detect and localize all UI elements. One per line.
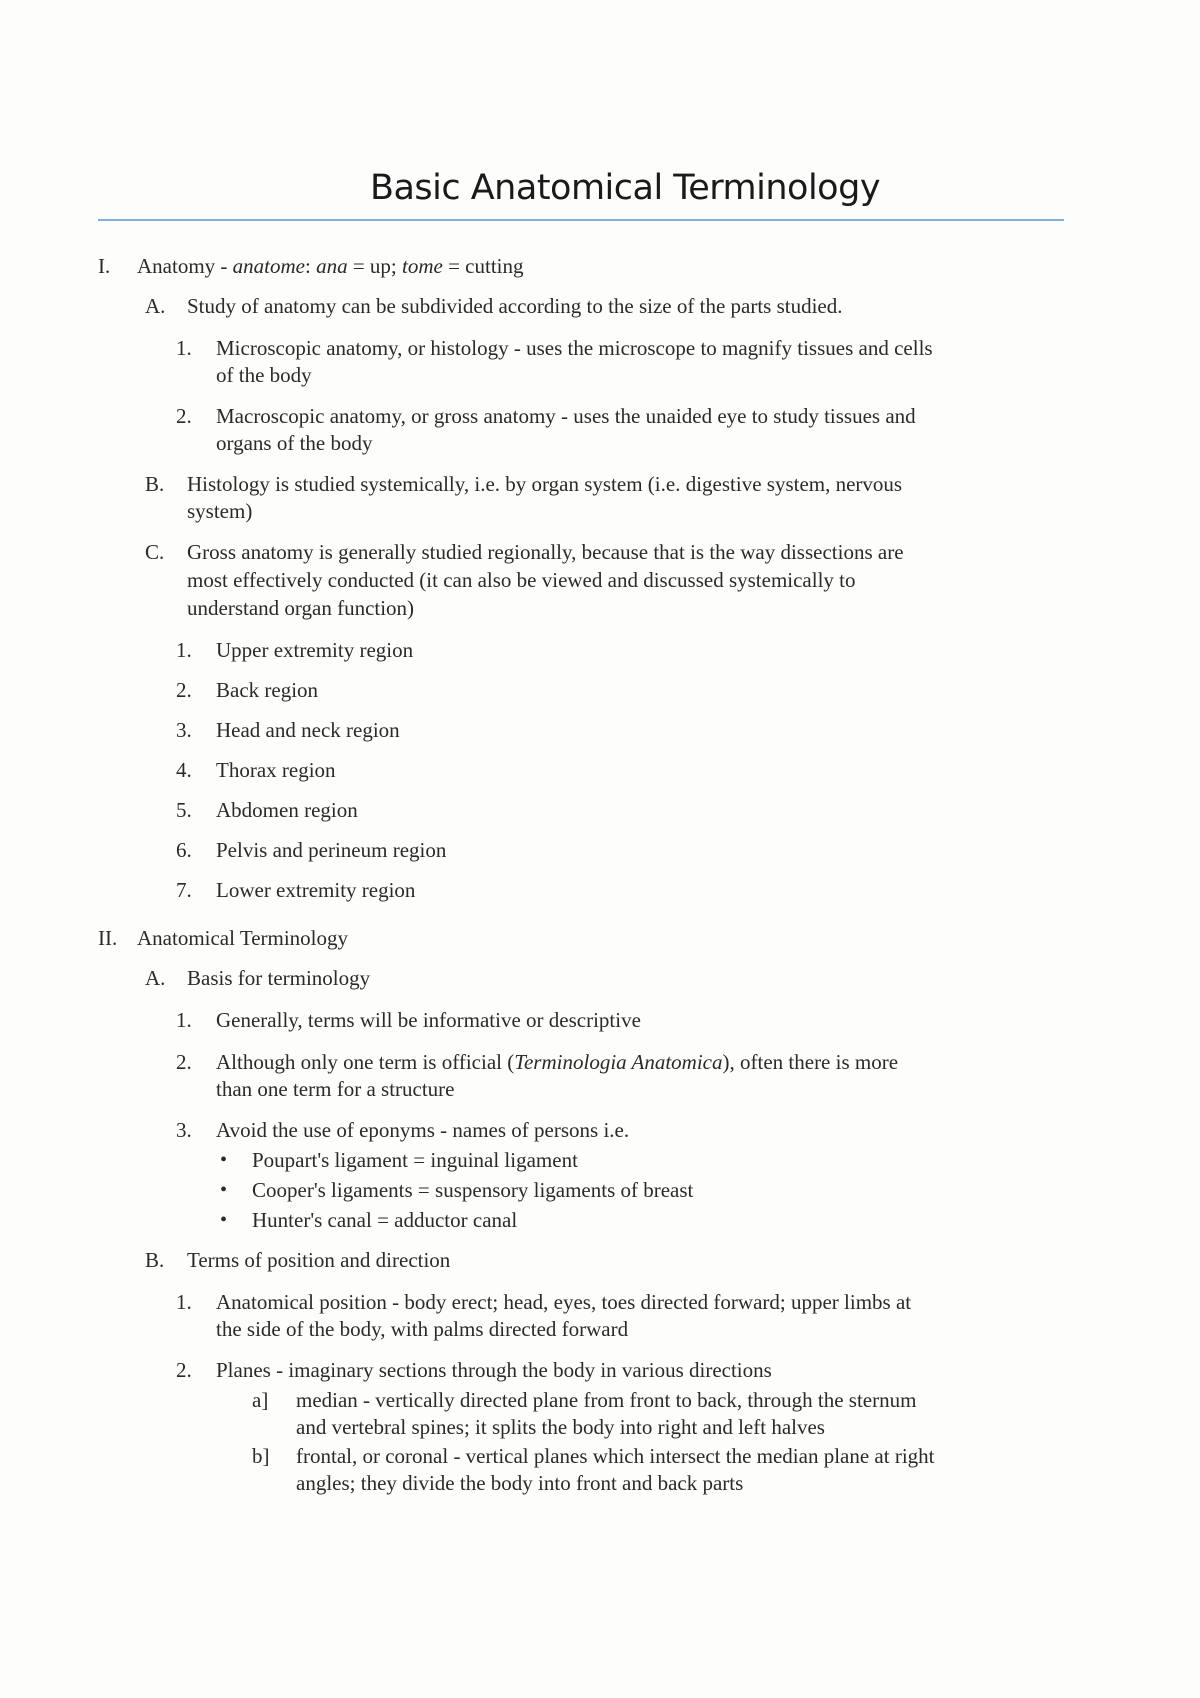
- item-text-line: the side of the body, with palms directed forward: [216, 1317, 629, 1341]
- region-item: Pelvis and perineum region: [216, 838, 447, 862]
- section-2b-text: Terms of position and direction: [187, 1248, 451, 1272]
- item-marker: 3.: [176, 1118, 192, 1142]
- section-2b-marker: B.: [145, 1248, 165, 1272]
- region-marker: 7.: [176, 878, 192, 902]
- item-text-line: Microscopic anatomy, or histology - uses the microscope to magnify tissues and cells: [216, 336, 933, 360]
- item-text-line: of the body: [216, 363, 312, 387]
- section-1-marker: I.: [98, 254, 111, 278]
- item-marker: 2.: [176, 1358, 192, 1382]
- section-1b-marker: B.: [145, 472, 165, 496]
- region-item: Upper extremity region: [216, 638, 414, 662]
- bullet-icon: •: [220, 1179, 228, 1201]
- subitem-text-line: and vertebral spines; it splits the body into right and left halves: [296, 1415, 825, 1439]
- title-underline: [98, 219, 1064, 221]
- item-text-line: Macroscopic anatomy, or gross anatomy - uses the unaided eye to study tissues and: [216, 404, 916, 428]
- subitem-text-line: angles; they divide the body into front and back parts: [296, 1471, 744, 1495]
- eponym-item: Cooper's ligaments = suspensory ligaments of breast: [252, 1178, 694, 1202]
- item-marker: 2.: [176, 1050, 192, 1074]
- region-item: Head and neck region: [216, 718, 400, 742]
- section-1c-marker: C.: [145, 540, 165, 564]
- region-item: Thorax region: [216, 758, 336, 782]
- bullet-icon: •: [220, 1209, 228, 1231]
- section-2-heading: Anatomical Terminology: [137, 926, 349, 950]
- section-2-marker: II.: [98, 926, 118, 950]
- section-1b-text-line: Histology is studied systemically, i.e. by organ system (i.e. digestive system, nervous: [187, 472, 903, 496]
- region-item: Lower extremity region: [216, 878, 416, 902]
- item-text-line: Anatomical position - body erect; head, eyes, toes directed forward; upper limbs at: [216, 1290, 912, 1314]
- item-text-line: than one term for a structure: [216, 1077, 455, 1101]
- region-marker: 1.: [176, 638, 192, 662]
- region-item: Back region: [216, 678, 319, 702]
- eponym-item: Hunter's canal = adductor canal: [252, 1208, 518, 1232]
- section-1c-text-line: Gross anatomy is generally studied regionally, because that is the way dissections are: [187, 540, 904, 564]
- subitem-marker: a]: [252, 1388, 269, 1412]
- item-marker: 1.: [176, 1008, 192, 1032]
- subitem-text-line: frontal, or coronal - vertical planes which intersect the median plane at right: [296, 1444, 935, 1468]
- subitem-text-line: median - vertically directed plane from front to back, through the sternum: [296, 1388, 917, 1412]
- section-1c-text-line: most effectively conducted (it can also be viewed and discussed systemically to: [187, 568, 856, 592]
- section-2a-marker: A.: [145, 966, 166, 990]
- region-item: Abdomen region: [216, 798, 358, 822]
- item-text-line: organs of the body: [216, 431, 373, 455]
- section-1-heading: Anatomy - anatome: ana = up; tome = cutting: [137, 254, 524, 278]
- eponym-item: Poupart's ligament = inguinal ligament: [252, 1148, 578, 1172]
- section-1a-text: Study of anatomy can be subdivided according to the size of the parts studied.: [187, 294, 843, 318]
- item-text-line: Planes - imaginary sections through the body in various directions: [216, 1358, 772, 1382]
- section-1a-marker: A.: [145, 294, 166, 318]
- page-title: Basic Anatomical Terminology: [369, 168, 881, 208]
- bullet-icon: •: [220, 1149, 228, 1171]
- section-1c-text-line: understand organ function): [187, 596, 415, 620]
- item-text-line: Generally, terms will be informative or descriptive: [216, 1008, 641, 1032]
- section-1b-text-line: system): [187, 499, 253, 523]
- region-marker: 5.: [176, 798, 192, 822]
- region-marker: 4.: [176, 758, 192, 782]
- item-text-line: Avoid the use of eponyms - names of persons i.e.: [216, 1118, 630, 1142]
- item-text-line: Although only one term is official (Terminologia Anatomica), often there is more: [216, 1050, 899, 1074]
- region-marker: 3.: [176, 718, 192, 742]
- region-marker: 2.: [176, 678, 192, 702]
- item-marker: 1.: [176, 336, 192, 360]
- region-marker: 6.: [176, 838, 192, 862]
- section-2a-text: Basis for terminology: [187, 966, 371, 990]
- subitem-marker: b]: [252, 1444, 270, 1468]
- item-marker: 1.: [176, 1290, 192, 1314]
- item-marker: 2.: [176, 404, 192, 428]
